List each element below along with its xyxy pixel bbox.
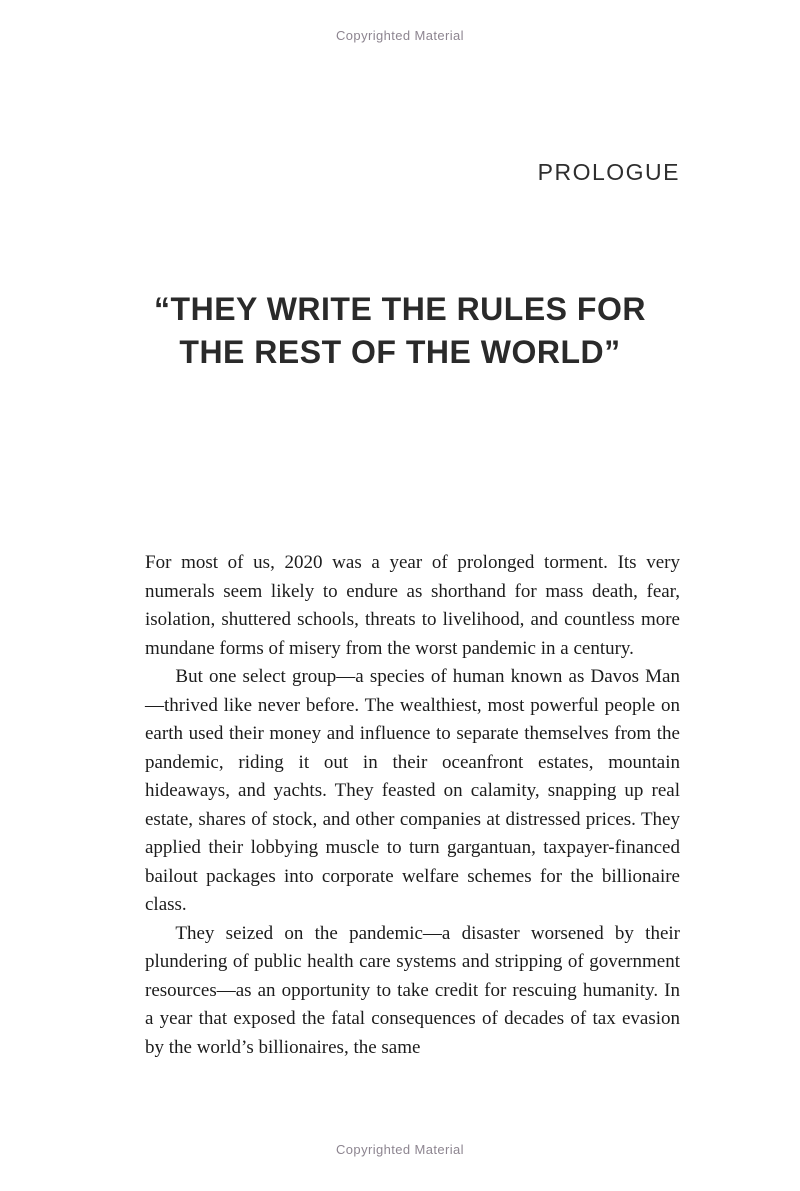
section-label-prologue: PROLOGUE: [537, 159, 680, 185]
paragraph-3: They seized on the pandemic—a disaster worsened by their plundering of public health care systems and stripping of government resources—as an opportunity to take credit for rescuing humanity. In a year that exposed the fatal consequences of decades of tax evasion by the world’s billionaires, the same: [145, 922, 680, 1058]
chapter-title-line1: “THEY WRITE THE RULES FOR: [154, 291, 646, 327]
chapter-title-line2: THE REST OF THE WORLD”: [179, 334, 621, 370]
copyright-notice-bottom: Copyrighted Material: [336, 1142, 464, 1157]
chapter-title: [0, 288, 800, 374]
paragraph-1: For most of us, 2020 was a year of prolonged torment. Its very numerals seem likely to endure as shorthand for mass death, fear, isolation, shuttered schools, threats to livelihood, and countless more mundane forms of misery from the worst pandemic in a century.: [145, 552, 680, 659]
copyright-notice-top: Copyrighted Material: [336, 28, 464, 43]
paragraph-2: But one select group—a species of human known as Davos Man—thrived like never before. The wealthiest, most powerful people on earth used their money and influence to separate themselves from the pandemic, riding it out in their oceanfront estates, mountain hideaways, and yachts. They feasted on calamity, snapping up real estate, shares of stock, and other companies at distressed prices. They applied their lobbying muscle to turn gargantuan, taxpayer-financed bailout packages into corporate welfare schemes for the billionaire class.: [145, 666, 680, 915]
body-text-block: [145, 549, 680, 1062]
